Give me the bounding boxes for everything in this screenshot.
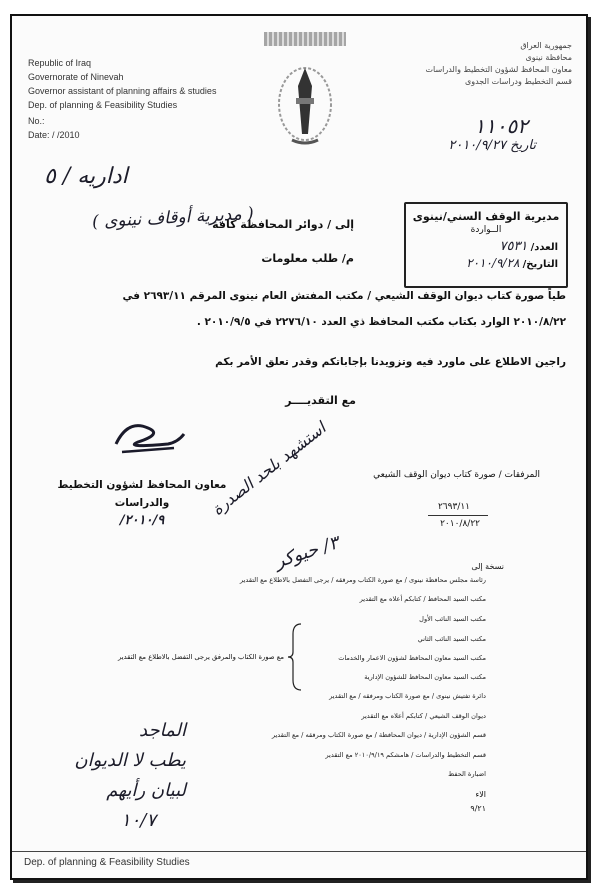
republic-ar: جمهورية العراق xyxy=(520,41,572,50)
republic-en: Republic of Iraq xyxy=(28,58,92,68)
attachments-divider xyxy=(428,515,488,516)
list-item: قسم الشؤون الإدارية / ديوان المحافظة / مع صورة الكتاب ومرفقه / مع التقدير xyxy=(271,731,486,739)
department-en: Dep. of planning & Feasibility Studies xyxy=(28,100,178,110)
number-row xyxy=(28,116,216,127)
date-row xyxy=(28,130,216,141)
assistant-ar: معاون المحافظ لشؤون التخطيط والدراسات xyxy=(425,65,572,74)
attachments-ref-2: ٢٠١٠/٨/٢٢ xyxy=(440,519,480,529)
hand-date: تاريخ ٢٠١٠/٩/٢٧ xyxy=(448,138,536,153)
department-ar: قسم التخطيط ودراسات الجدوى xyxy=(464,77,572,86)
initials-date: ٩/٢١ xyxy=(470,804,486,813)
assistant-en: Governor assistant of planning affairs & studies xyxy=(28,86,217,96)
received-stamp xyxy=(404,202,568,288)
signature-mark xyxy=(108,414,188,464)
bracket-note: مع صورة الكتاب والمرفق يرجى التفضل بالاطلاع مع التقدير xyxy=(117,653,284,661)
list-item: دائرة تفتيش نينوى / مع صورة الكتاب ومرفقه / مع التقدير xyxy=(329,692,486,700)
attachments-label: المرفقات / صورة كتاب ديوان الوقف الشيعي xyxy=(373,470,540,480)
signature-date: ٢٠١٠/٩/ xyxy=(119,513,165,528)
stamp-number-row xyxy=(406,239,558,254)
stamp-title: مديرية الوقف السني/نينوى xyxy=(412,210,560,223)
hand-admin-note: اداريه / ٥ xyxy=(44,164,128,189)
stamp-number-value: ٧٥٣١ xyxy=(499,239,528,254)
list-item: ديوان الوقف الشيعي / كتابكم أعلاه مع التقدير xyxy=(361,712,486,720)
list-item: مكتب السيد المحافظ / كتابكم أعلاه مع التقدير xyxy=(359,595,486,603)
hand-bottom-line: يطب لا الديوان xyxy=(74,750,186,771)
list-item: قسم التخطيط والدراسات / هامشكم ٢٠١٠/٩/١٩ مع التقدير xyxy=(325,751,486,759)
list-item: مكتب السيد معاون المحافظ للشؤون الإدارية xyxy=(364,673,486,681)
hand-bottom-line: الماجد xyxy=(139,720,186,741)
footer-department: Dep. of planning & Feasibility Studies xyxy=(24,857,190,868)
list-item: اضبارة الحفظ xyxy=(448,770,486,778)
stamp-number-label: العدد/ xyxy=(530,242,558,253)
list-item: رئاسة مجلس محافظة نينوى / مع صورة الكتاب ومرفقه / يرجى التفضل بالاطلاع مع التقدير xyxy=(239,576,486,584)
hand-signature-mid: ٣/ حيوكر xyxy=(272,532,342,573)
date-label: Date: xyxy=(28,130,50,140)
footer-divider xyxy=(12,851,586,852)
closing: مع التقديــــر xyxy=(285,394,356,407)
hand-margin-note: استشهد بلحد الصدرة xyxy=(208,418,330,519)
stamp-date-label: التاريخ/ xyxy=(522,259,558,270)
hand-recipient-note: ( مديرية أوقاف نينوى ) xyxy=(91,203,255,233)
document-page xyxy=(10,14,588,880)
list-item: مكتب السيد النائب الثاني xyxy=(417,635,486,643)
governorate-ar: محافظة نينوى xyxy=(525,53,572,62)
stamp-date-value: ٢٠١٠/٩/٢٨ xyxy=(466,256,520,270)
hand-bottom-line: ١٠/٧ xyxy=(120,810,156,831)
list-item: مكتب السيد النائب الأول xyxy=(419,615,486,623)
no-label: No.: xyxy=(28,116,45,126)
list-item: مكتب السيد معاون المحافظ لشؤون الاعمار والخدمات xyxy=(338,654,486,662)
hand-number: ١١٠٥٢ xyxy=(474,114,528,138)
header-ar xyxy=(425,40,572,88)
initials: الاء xyxy=(475,790,486,799)
date-value: / /2010 xyxy=(52,130,80,140)
signature-title-2: والدراسات xyxy=(114,497,170,509)
stamp-date-row xyxy=(406,256,558,270)
signature-title-1: معاون المحافظ لشؤون التخطيط xyxy=(57,479,227,491)
hand-bottom-line: لبيان رأيهم xyxy=(106,780,186,801)
paragraph-1-line-2: ٢٠١٠/٨/٢٢ الوارد بكتاب مكتب المحافظ ذي العدد ٢٢٧٦/١٠ في ٢٠١٠/٩/٥ . xyxy=(196,316,566,328)
iraq-emblem xyxy=(260,32,350,152)
hand-bottom-note xyxy=(46,716,186,836)
copy-to-label: نسخة إلى xyxy=(471,562,504,571)
governorate-en: Governorate of Ninevah xyxy=(28,72,124,82)
subject-line: م/ طلب معلومات xyxy=(261,252,354,265)
stamp-subtitle: الــواردة xyxy=(470,225,502,235)
recipient-line: إلى / دوائر المحافظة كافة xyxy=(212,218,354,231)
bracket-mark xyxy=(287,622,303,692)
paragraph-2: راجين الاطلاع على ماورد فيه وتزويدنا بإجاباتكم وقدر تعلق الأمر بكم xyxy=(215,356,566,368)
header-en xyxy=(28,58,216,141)
attachments-ref-1: ٢٦٩٣/١١ xyxy=(437,502,470,512)
paragraph-1-line-1: طياً صورة كتاب ديوان الوقف الشيعي / مكتب المفتش العام نينوى المرقم ٢٦٩٣/١١ في xyxy=(122,290,566,302)
